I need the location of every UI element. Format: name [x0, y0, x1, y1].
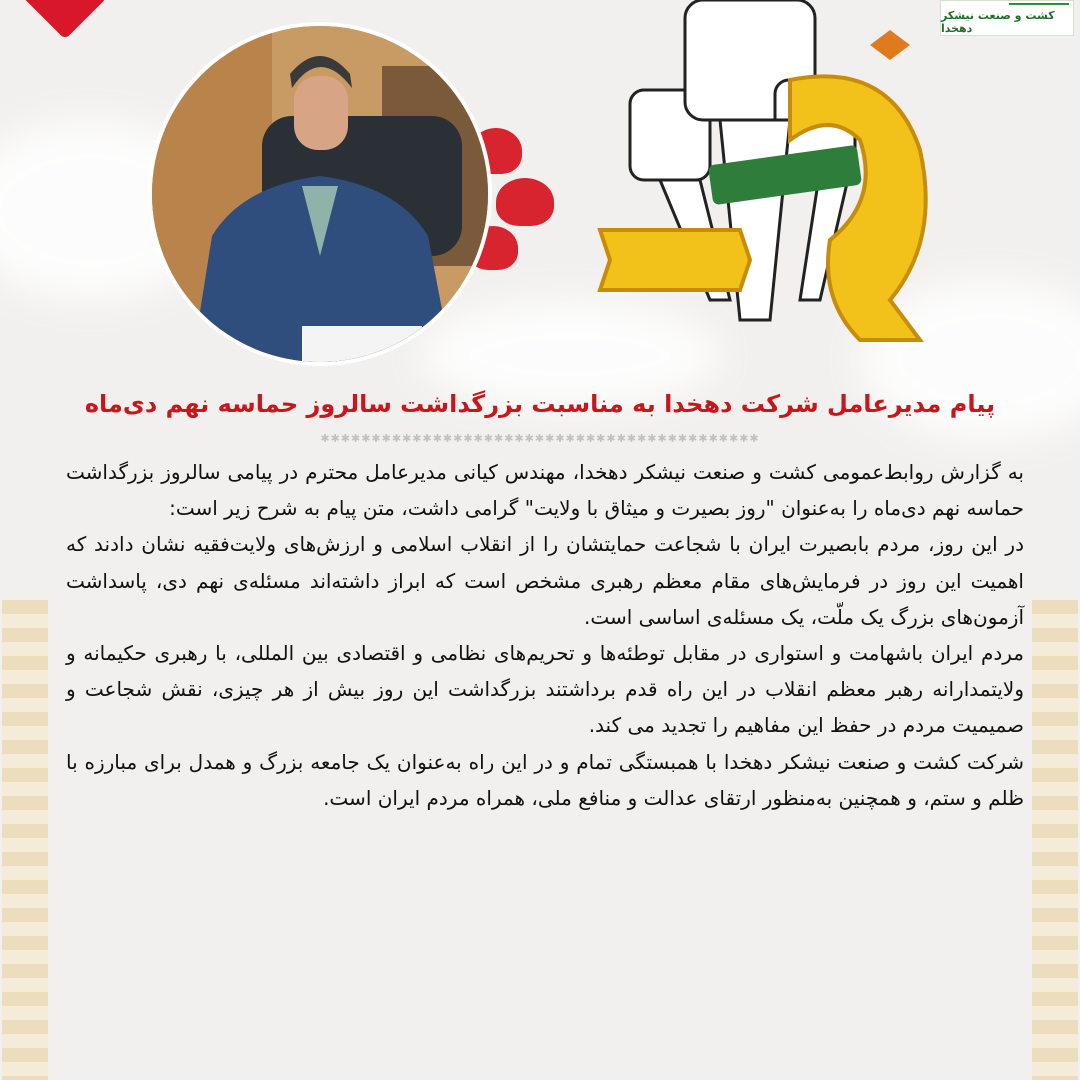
star-separator: ✱✱✱✱✱✱✱✱✱✱✱✱✱✱✱✱✱✱✱✱✱✱✱✱✱✱✱✱✱✱✱✱✱✱✱✱✱✱✱✱✱✱✱	[320, 432, 760, 445]
logo-bar	[1009, 3, 1069, 5]
flower-decoration	[496, 178, 554, 226]
left-ornament-border	[2, 600, 48, 1080]
body-paragraph: به گزارش روابط‌عمومی کشت و صنعت نیشکر دهخدا، مهندس کیانی مدیرعامل محترم در پیامی سالروز بزرگداشت حماسه نهم دی‌ماه را به‌عنوان "روز بصیرت و میثاق با ولایت" گرامی داشت، متن پیام به شرح زیر است:	[66, 460, 1024, 521]
body-paragraph: در این روز، مردم بابصیرت ایران با شجاعت حمایتشان را از انقلاب اسلامی و ارزش‌های ولایت‌فقیه نشان دادند که اهمیت این روز در فرمایش‌های مقام معظم رهبری مشخص است که ابراز داشته‌اند مسئله‌ی نهم دی، پاسداشت آزمون‌های بزرگ یک ملّت، یک مسئله‌ی اساسی است.	[66, 532, 1024, 629]
message-body	[66, 454, 1024, 816]
manager-portrait	[152, 26, 488, 362]
nine-dey-emblem	[590, 0, 970, 360]
body-paragraph: شرکت کشت و صنعت نیشکر دهخدا با همبستگی تمام و در این راه به‌عنوان یک جامعه بزرگ و همدل برای مبارزه با ظلم و ستم، و همچنین به‌منظور ارتقای عدالت و منافع ملی، همراه مردم ایران است.	[66, 749, 1024, 810]
right-ornament-border	[1032, 600, 1078, 1080]
body-paragraph: مردم ایران باشهامت و استواری در مقابل توطئه‌ها و تحریم‌های نظامی و اقتصادی بین المللی، با رهبری حکیمانه و ولایتمدارانه رهبر معظم انقلاب در این راه قدم برداشتند بزرگداشت این روز بیش از هر چیزی، نقش شجاعت و صمیمیت مردم در حفظ این مفاهیم را تجدید می کند.	[66, 641, 1024, 738]
page-title: پیام مدیرعامل شرکت دهخدا به مناسبت بزرگداشت سالروز حماسه نهم دی‌ماه	[84, 390, 996, 418]
corner-ribbon	[9, 0, 108, 39]
logo-text: کشت و صنعت نیشکر دهخدا	[941, 9, 1055, 35]
portrait-illustration	[152, 26, 488, 362]
fists-nine-dey-icon	[590, 0, 970, 360]
